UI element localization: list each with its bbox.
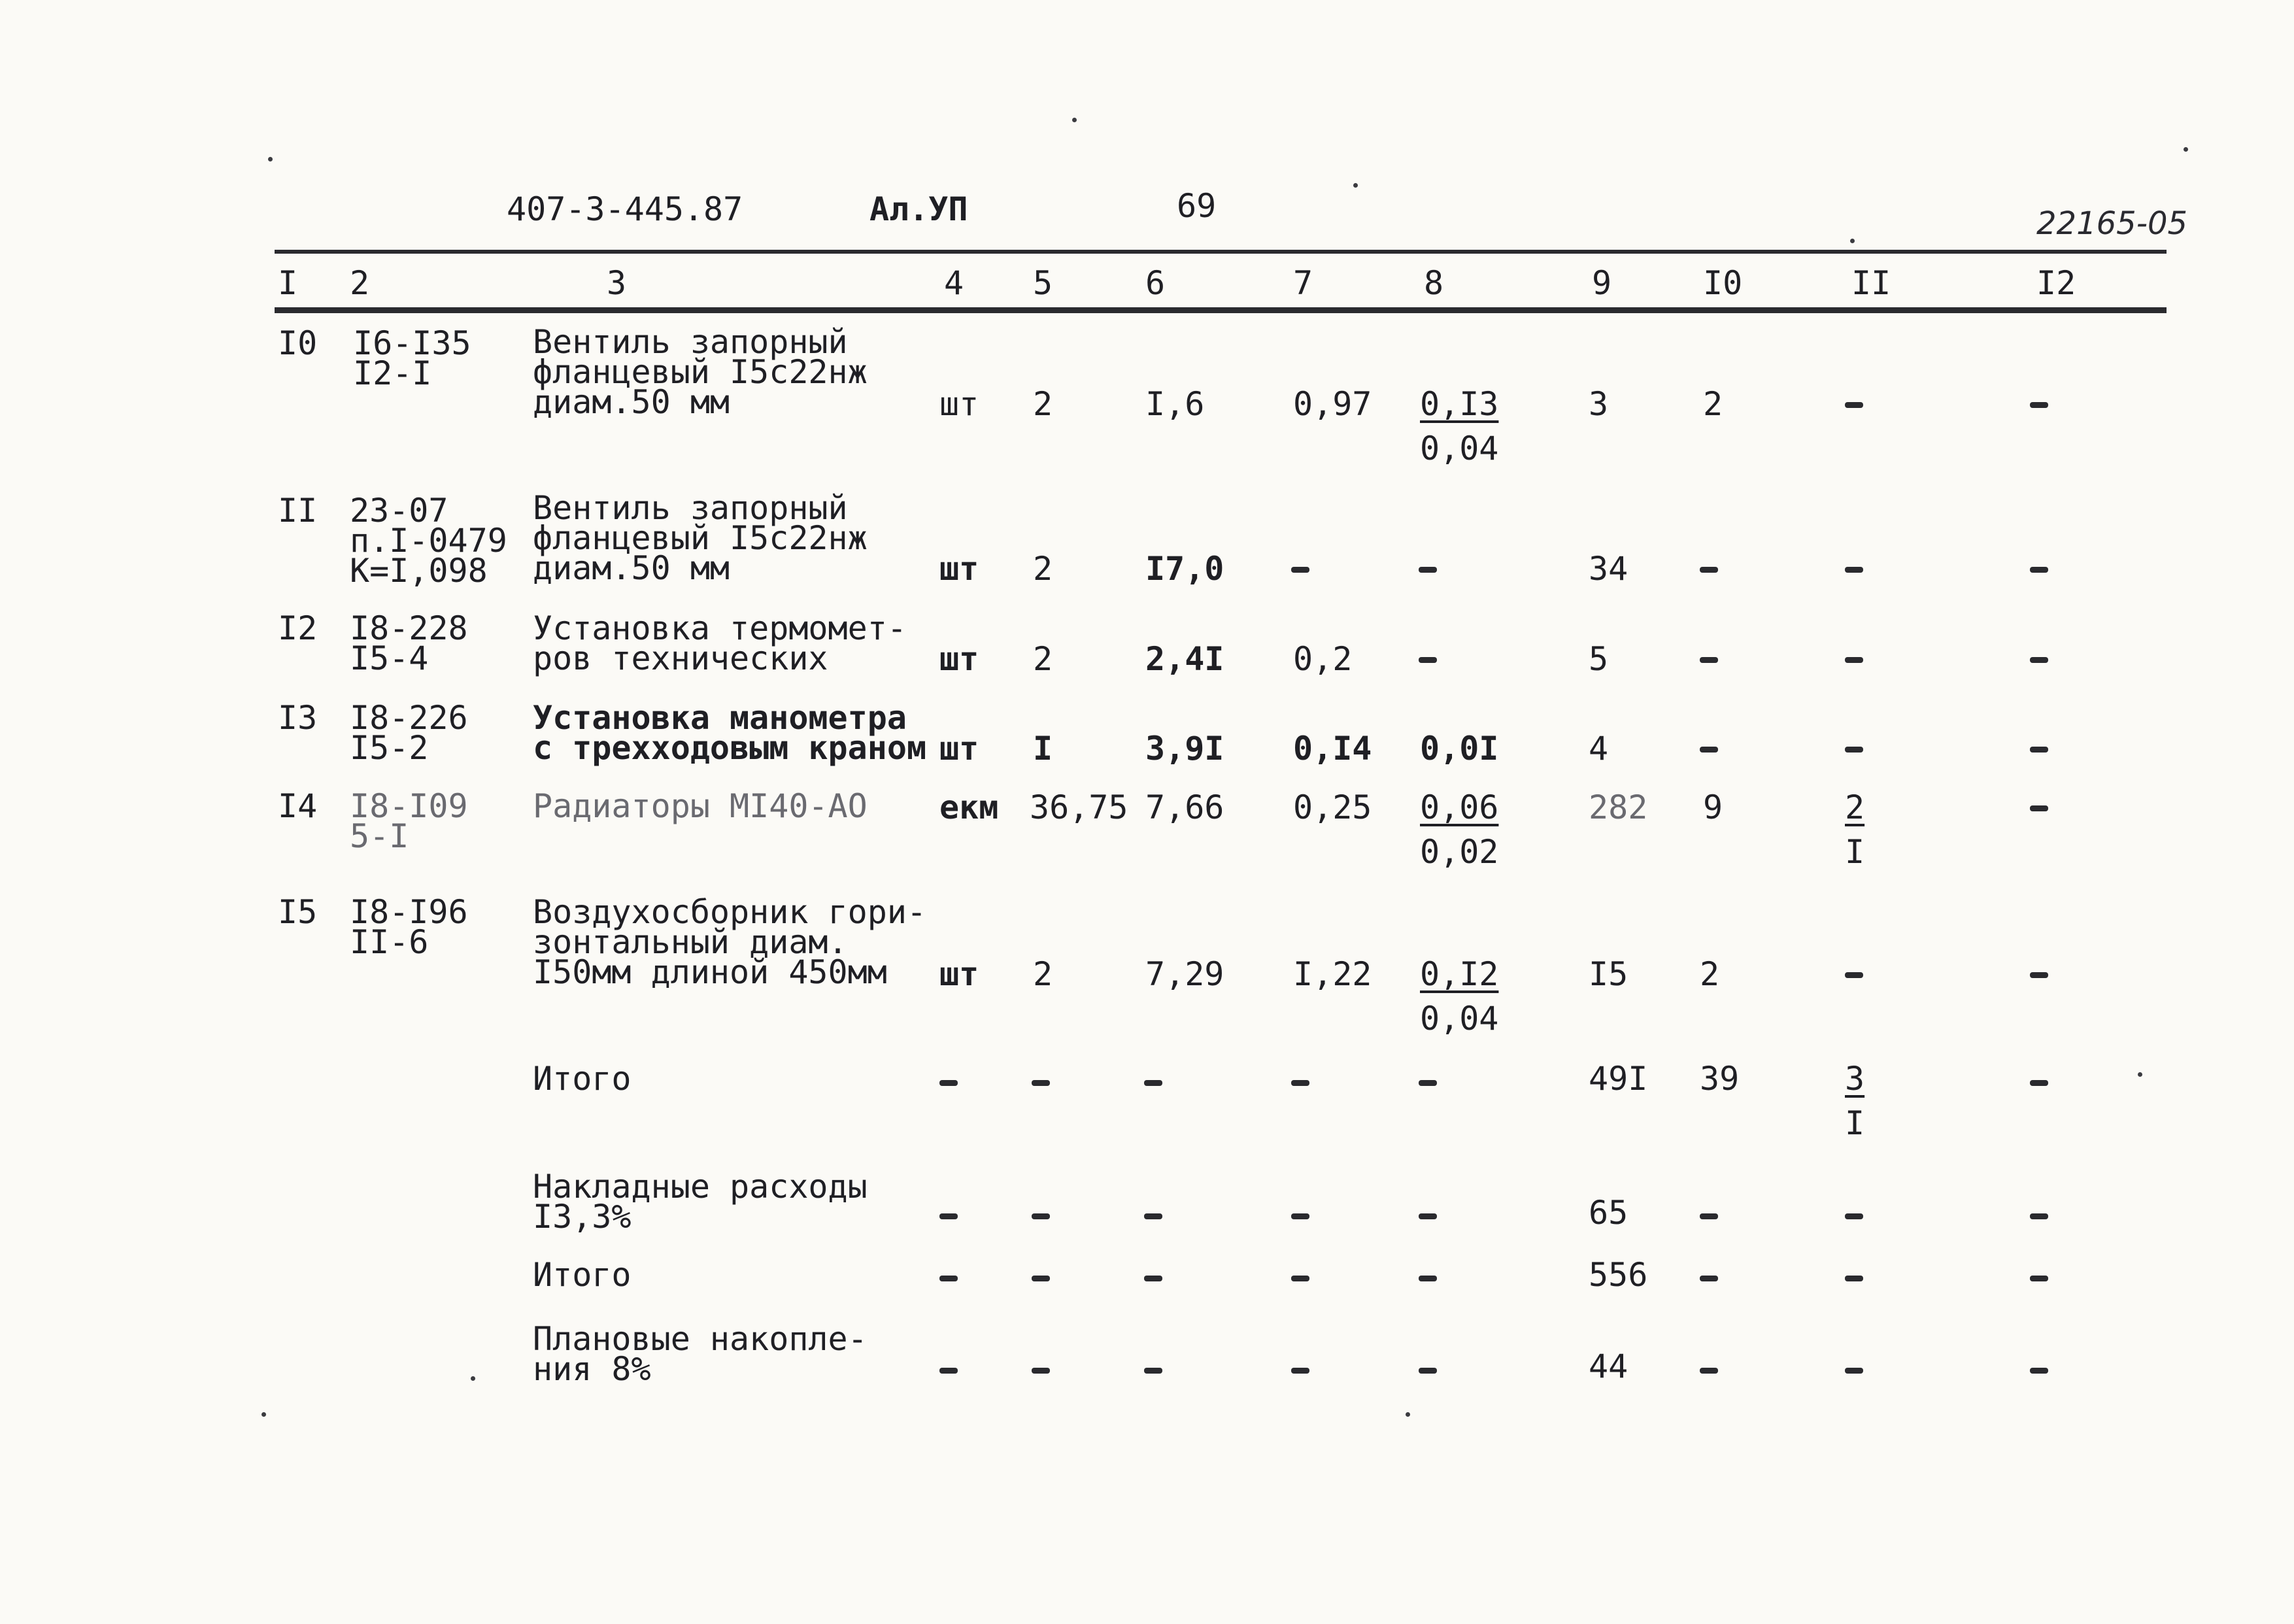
- summary-subtotal-col8-dash: [1419, 1276, 1437, 1281]
- row-12-quantity: 2: [1033, 640, 1053, 678]
- row-15-col7: I,22: [1293, 955, 1372, 993]
- summary-overhead-col11-dash: [1845, 1213, 1863, 1219]
- row-13-code: I8-226 I5-2: [350, 699, 468, 767]
- row-13-unit: шт: [939, 730, 979, 768]
- summary-total-label: Итого: [533, 1060, 632, 1098]
- row-10-code: I6-I35 I2-I: [353, 324, 471, 392]
- row-13-col10-dash: [1700, 747, 1718, 753]
- summary-subtotal-col6-dash: [1144, 1276, 1162, 1281]
- row-13-col7: 0,I4: [1293, 730, 1372, 768]
- row-10-col8-top: 0,I3: [1420, 385, 1499, 423]
- summary-overhead-col7-dash: [1291, 1213, 1309, 1219]
- row-11-name: Вентиль запорный фланцевый I5с22нж диам.50 мм: [533, 489, 868, 587]
- col-number-9: 9: [1592, 264, 1612, 302]
- row-14-quantity: 36,75: [1030, 788, 1128, 826]
- row-15-col8: [1420, 955, 1525, 1038]
- row-11-col12-dash: [2030, 567, 2048, 573]
- row-14-code: I8-I09 5-I: [350, 787, 468, 855]
- col-number-12: I2: [2036, 264, 2076, 302]
- summary-total-col6-dash: [1144, 1080, 1162, 1086]
- summary-planned-col10-dash: [1700, 1368, 1718, 1374]
- row-11-col9: 34: [1589, 550, 1628, 588]
- summary-planned-col11-dash: [1845, 1368, 1863, 1374]
- row-11-col8-dash: [1419, 567, 1437, 573]
- col-number-8: 8: [1424, 264, 1444, 302]
- col-number-1: I: [278, 264, 298, 302]
- row-15-col9: I5: [1589, 955, 1628, 993]
- row-12-col6: 2,4I: [1145, 640, 1224, 678]
- row-11-number: II: [278, 492, 318, 530]
- summary-total-col8-dash: [1419, 1080, 1437, 1086]
- document-code: 407-3-445.87: [507, 190, 743, 228]
- summary-planned-col7-dash: [1291, 1368, 1309, 1374]
- row-14-col11: [1845, 788, 1884, 871]
- page-number: 69: [1177, 187, 1217, 225]
- row-14-col9: 282: [1589, 788, 1648, 826]
- summary-subtotal-label: Итого: [533, 1256, 632, 1294]
- row-15-unit: шт: [939, 955, 979, 993]
- row-12-col11-dash: [1845, 657, 1863, 663]
- scan-speck: [1353, 183, 1358, 188]
- scan-speck: [1072, 118, 1077, 122]
- summary-overhead-col4-dash: [939, 1213, 958, 1219]
- row-12-code: I8-228 I5-4: [350, 609, 468, 677]
- row-14-col8-top: 0,06: [1420, 788, 1499, 826]
- summary-overhead-col10-dash: [1700, 1213, 1718, 1219]
- row-11-col11-dash: [1845, 567, 1863, 573]
- row-10-col7: 0,97: [1293, 385, 1372, 423]
- col-number-7: 7: [1293, 264, 1313, 302]
- row-11-code: 23-07 п.I-0479 К=I,098: [350, 492, 507, 590]
- row-15-code: I8-I96 II-6: [350, 893, 468, 961]
- row-10-col8-bottom: 0,04: [1420, 430, 1499, 467]
- row-14-col6: 7,66: [1145, 788, 1224, 826]
- col-number-5: 5: [1033, 264, 1053, 302]
- summary-total-col10: 39: [1700, 1060, 1740, 1098]
- row-10-name: Вентиль запорный фланцевый I5с22нж диам.50 мм: [533, 323, 868, 421]
- summary-planned-col9: 44: [1589, 1347, 1628, 1385]
- summary-subtotal-col9: 556: [1589, 1256, 1648, 1294]
- row-11-col6: I7,0: [1145, 550, 1224, 588]
- row-13-quantity: I: [1033, 730, 1053, 768]
- row-14-col10: 9: [1703, 788, 1723, 826]
- row-15-col10: 2: [1700, 955, 1720, 993]
- row-10-col10: 2: [1703, 385, 1723, 423]
- summary-subtotal-col5-dash: [1032, 1276, 1050, 1281]
- row-10-col8: [1420, 385, 1525, 467]
- row-10-col11-dash: [1845, 402, 1863, 408]
- scan-speck: [2138, 1072, 2142, 1077]
- summary-total-col7-dash: [1291, 1080, 1309, 1086]
- summary-overhead-label: Накладные расходы I3,3%: [533, 1168, 868, 1236]
- table-header-rule: [275, 307, 2167, 313]
- table-top-rule: [275, 250, 2167, 254]
- row-14-col8-bottom: 0,02: [1420, 833, 1499, 871]
- row-12-number: I2: [278, 609, 318, 647]
- row-15-col11-dash: [1845, 972, 1863, 978]
- summary-overhead-col8-dash: [1419, 1213, 1437, 1219]
- row-10-quantity: 2: [1033, 385, 1053, 423]
- row-14-unit: екм: [939, 788, 999, 826]
- summary-planned-col8-dash: [1419, 1368, 1437, 1374]
- summary-subtotal-col12-dash: [2030, 1276, 2048, 1281]
- row-11-quantity: 2: [1033, 550, 1053, 588]
- summary-planned-col6-dash: [1144, 1368, 1162, 1374]
- col-number-4: 4: [944, 264, 964, 302]
- row-14-col8: [1420, 788, 1525, 871]
- row-15-number: I5: [278, 893, 318, 931]
- summary-subtotal-col10-dash: [1700, 1276, 1718, 1281]
- col-number-10: I0: [1703, 264, 1743, 302]
- row-15-col8-top: 0,I2: [1420, 955, 1499, 993]
- row-14-col11-bottom: I: [1845, 833, 1865, 871]
- summary-total-col9: 49I: [1589, 1060, 1648, 1098]
- summary-total-col11-bottom: I: [1845, 1104, 1865, 1142]
- row-12-name: Установка термомет- ров технических: [533, 609, 907, 677]
- row-15-col12-dash: [2030, 972, 2048, 978]
- row-13-col6: 3,9I: [1145, 730, 1224, 768]
- row-10-col12-dash: [2030, 402, 2048, 408]
- row-14-number: I4: [278, 787, 318, 825]
- summary-overhead-col6-dash: [1144, 1213, 1162, 1219]
- scan-speck: [261, 1412, 266, 1417]
- summary-overhead-col5-dash: [1032, 1213, 1050, 1219]
- summary-subtotal-col7-dash: [1291, 1276, 1309, 1281]
- summary-total-col4-dash: [939, 1080, 958, 1086]
- row-14-col11-top: 2: [1845, 788, 1865, 826]
- row-13-col8: 0,0I: [1420, 730, 1499, 768]
- row-13-col11-dash: [1845, 747, 1863, 753]
- row-15-quantity: 2: [1033, 955, 1053, 993]
- row-12-col10-dash: [1700, 657, 1718, 663]
- summary-total-col12-dash: [2030, 1080, 2048, 1086]
- summary-planned-col4-dash: [939, 1368, 958, 1374]
- row-13-number: I3: [278, 699, 318, 737]
- row-10-col9: 3: [1589, 385, 1609, 423]
- summary-planned-col5-dash: [1032, 1368, 1050, 1374]
- summary-overhead-col12-dash: [2030, 1213, 2048, 1219]
- summary-planned-label: Плановые накопле- ния 8%: [533, 1320, 868, 1388]
- col-number-6: 6: [1145, 264, 1166, 302]
- row-14-name: Радиаторы МI40-АО: [533, 787, 868, 825]
- summary-subtotal-col11-dash: [1845, 1276, 1863, 1281]
- summary-total-col11: [1845, 1062, 1884, 1140]
- row-12-col8-dash: [1419, 657, 1437, 663]
- row-12-col7: 0,2: [1293, 640, 1353, 678]
- row-15-name: Воздухосборник гори- зонтальный диам. I50мм длиной 450мм: [533, 893, 927, 991]
- row-13-name: Установка манометра с трехходовым краном: [533, 699, 927, 767]
- row-11-col7-dash: [1291, 567, 1309, 573]
- inventory-number: 22165-05: [2036, 205, 2188, 242]
- summary-planned-col12-dash: [2030, 1368, 2048, 1374]
- scan-speck: [1850, 239, 1855, 243]
- row-14-col12-dash: [2030, 805, 2048, 811]
- row-13-col9: 4: [1589, 730, 1609, 768]
- summary-subtotal-col4-dash: [939, 1276, 958, 1281]
- summary-total-col5-dash: [1032, 1080, 1050, 1086]
- summary-total-col11-top: 3: [1845, 1060, 1865, 1098]
- col-number-3: 3: [607, 264, 627, 302]
- scan-speck: [1406, 1412, 1410, 1417]
- scan-speck: [471, 1376, 475, 1381]
- row-14-col7: 0,25: [1293, 788, 1372, 826]
- row-11-unit: шт: [939, 550, 979, 588]
- row-12-unit: шт: [939, 640, 979, 678]
- scan-speck: [268, 157, 273, 161]
- album-label: Ал.УП: [869, 190, 968, 228]
- row-15-col6: 7,29: [1145, 955, 1224, 993]
- scan-speck: [2184, 147, 2188, 152]
- summary-overhead-col9: 65: [1589, 1194, 1628, 1232]
- row-13-col12-dash: [2030, 747, 2048, 753]
- row-11-col10-dash: [1700, 567, 1718, 573]
- row-10-number: I0: [278, 324, 318, 362]
- row-12-col9: 5: [1589, 640, 1609, 678]
- row-10-col6: I,6: [1145, 385, 1205, 423]
- row-10-unit: шт: [939, 385, 979, 423]
- row-12-col12-dash: [2030, 657, 2048, 663]
- col-number-2: 2: [350, 264, 370, 302]
- row-15-col8-bottom: 0,04: [1420, 1000, 1499, 1038]
- col-number-11: II: [1851, 264, 1891, 302]
